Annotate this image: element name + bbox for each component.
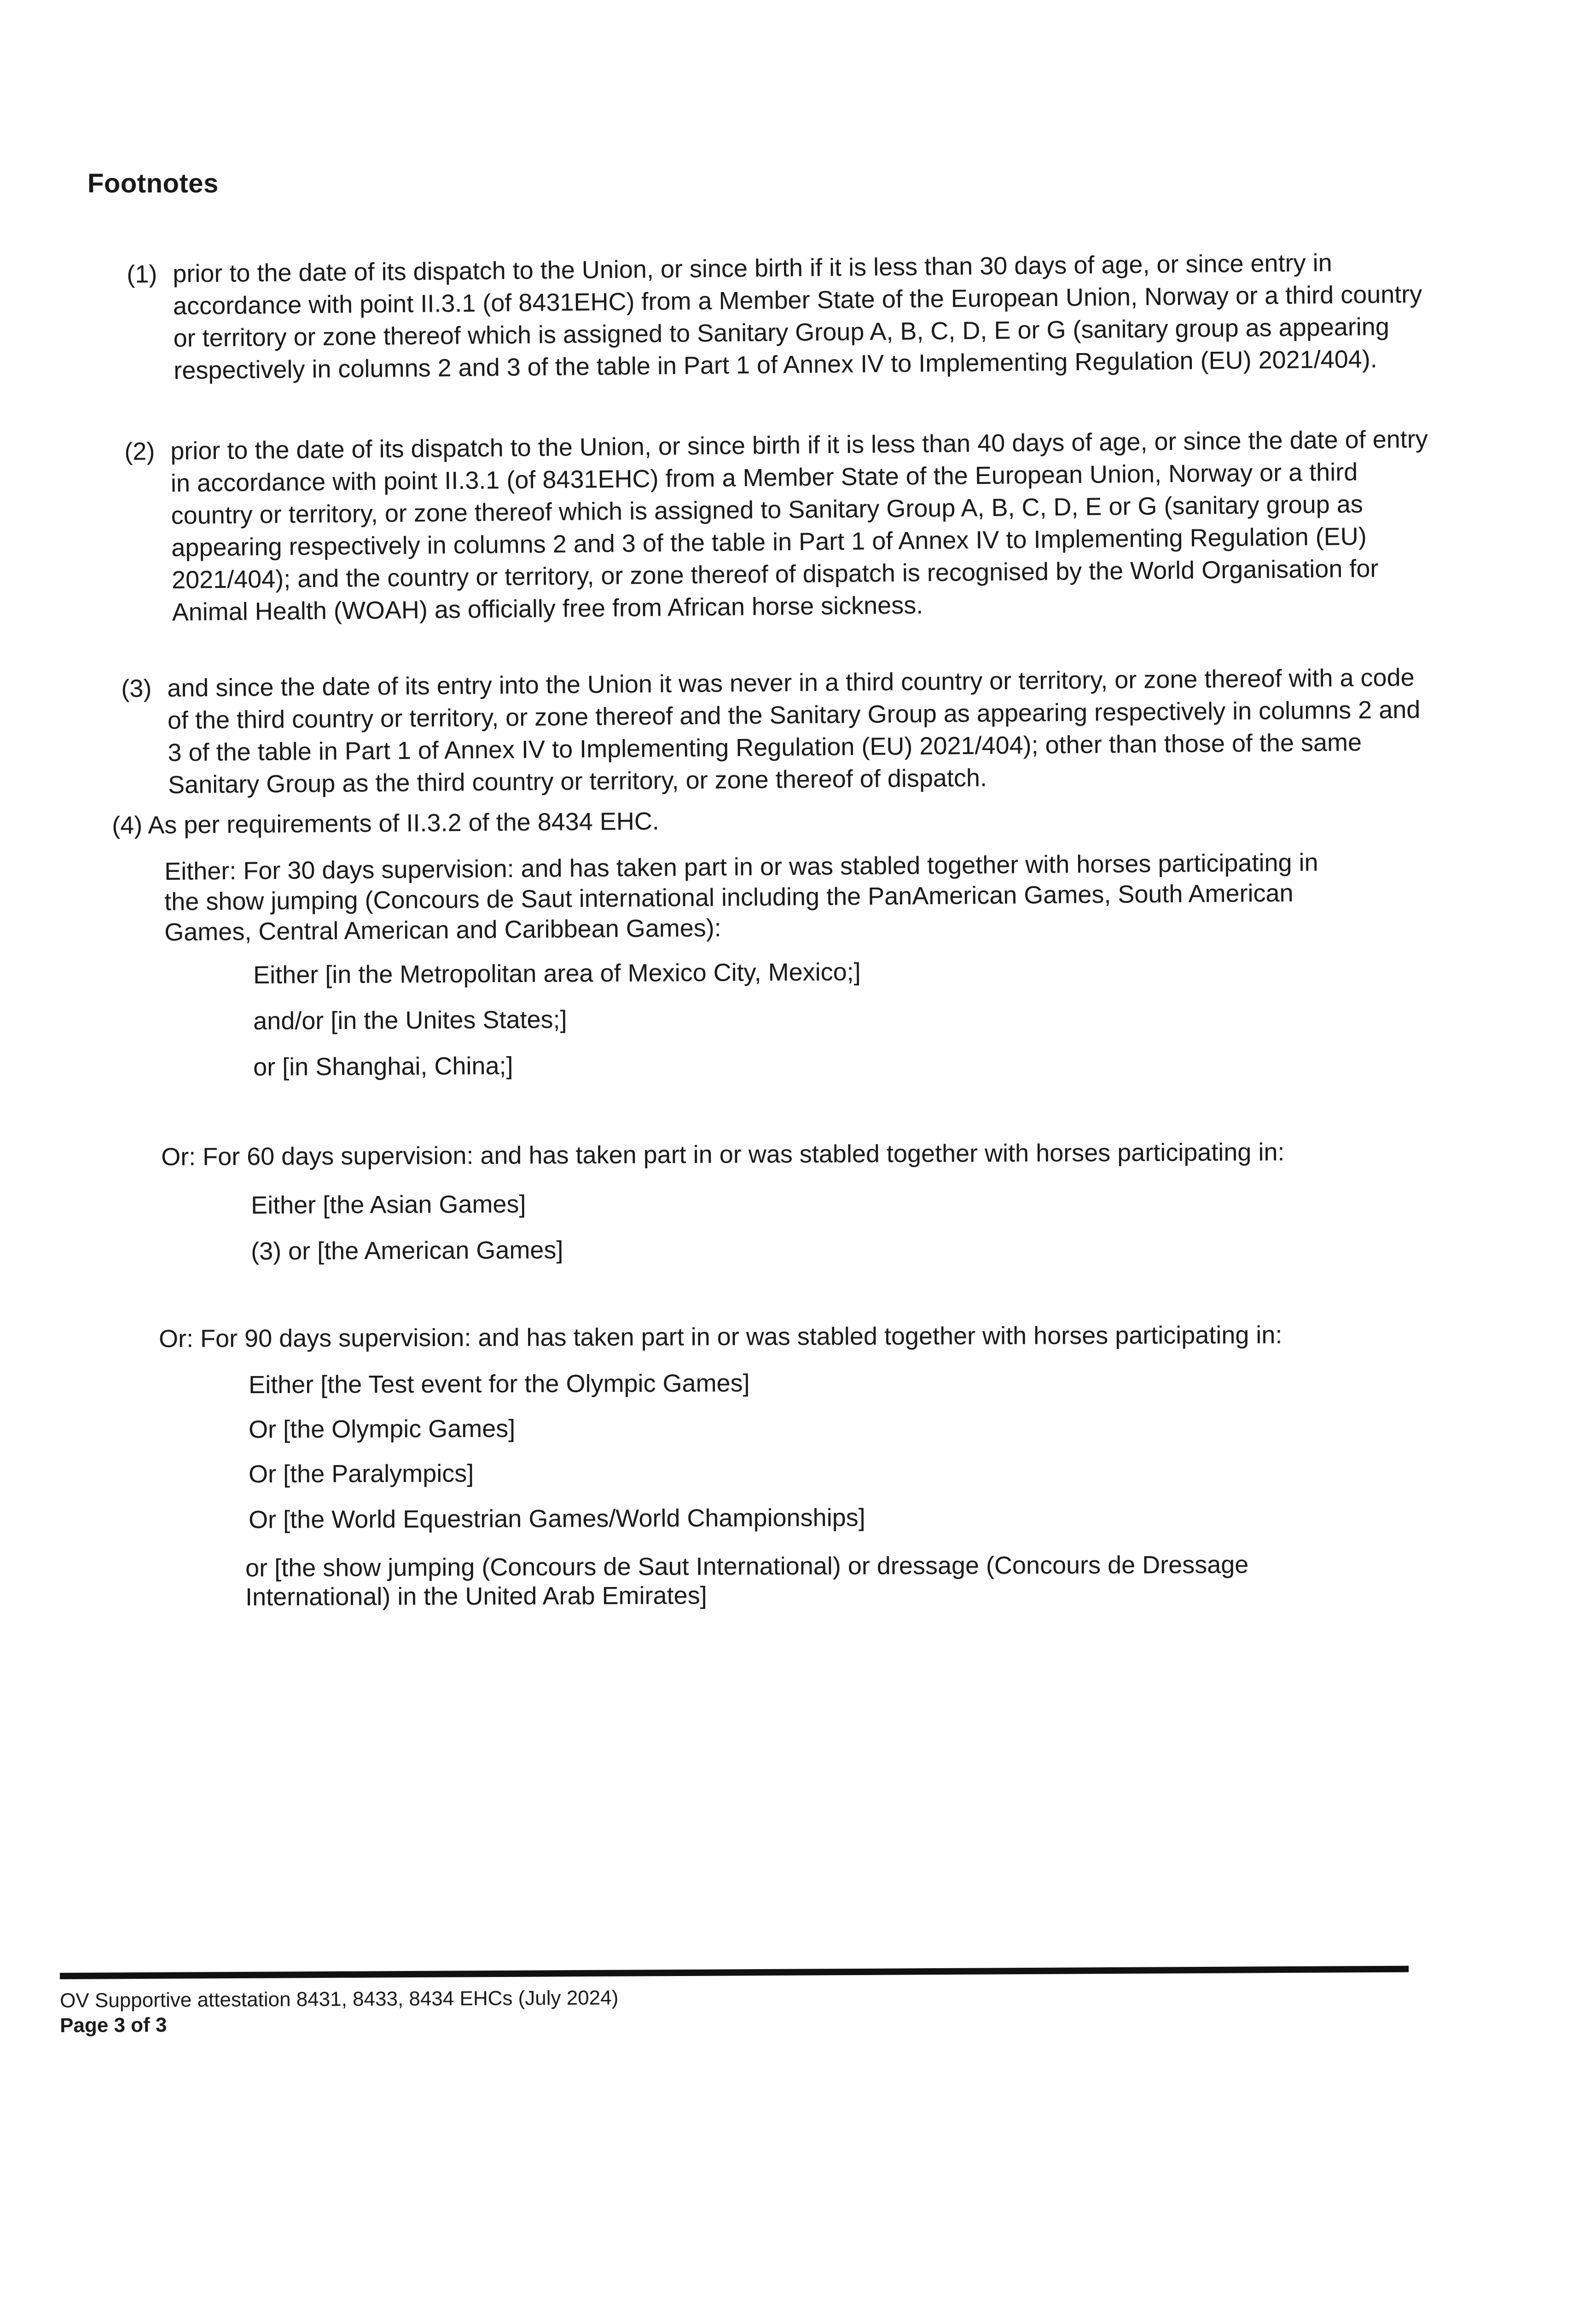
footnote-4-intro: (4) As per requirements of II.3.2 of the 8434 EHC. bbox=[112, 807, 660, 839]
option-90-days: Or: For 90 days supervision: and has taken part in or was stabled together with horses participating in: bbox=[159, 1321, 1283, 1353]
option-90-item-paralympics: Or [the Paralympics] bbox=[249, 1459, 474, 1488]
footnote-3-text: and since the date of its entry into the Union it was never in a third country or territory, or zone thereof with a code of the third country or territory, or zone thereof and the Sanitary Group as appearing respectively in columns 2 and 3 of the table in Part 1 of Annex IV to Implementing Regulation (EU) 2021/404); other than those of the same Sanitary Group as the third country or territory, or zone thereof of dispatch. bbox=[167, 663, 1421, 799]
footnote-3-number: (3) bbox=[121, 674, 152, 703]
option-30-item-united-states: and/or [in the Unites States;] bbox=[253, 1006, 567, 1035]
option-30-item-mexico: Either [in the Metropolitan area of Mexico City, Mexico;] bbox=[253, 958, 861, 989]
footnote-2-number: (2) bbox=[124, 437, 155, 465]
footer-page-number: Page 3 of 3 bbox=[60, 2013, 167, 2037]
footer-divider bbox=[60, 1966, 1409, 1979]
option-90-item-world-equestrian: Or [the World Equestrian Games/World Championships] bbox=[249, 1504, 865, 1534]
option-30-item-shanghai: or [in Shanghai, China;] bbox=[253, 1052, 513, 1081]
option-30-days-line-1: Either: For 30 days supervision: and has taken part in or was stabled together with horses participating in bbox=[164, 849, 1318, 885]
footnote-2 bbox=[124, 423, 1443, 628]
footnote-3 bbox=[121, 661, 1439, 801]
option-60-item-american-games: (3) or [the American Games] bbox=[251, 1236, 563, 1265]
footnotes-heading: Footnotes bbox=[87, 169, 219, 198]
footer-document-title: OV Supportive attestation 8431, 8433, 8434 EHCs (July 2024) bbox=[60, 1986, 619, 2012]
option-30-days-line-2: the show jumping (Concours de Saut international including the PanAmerican Games, South American bbox=[164, 879, 1294, 916]
option-90-item-test-event: Either [the Test event for the Olympic Games] bbox=[249, 1369, 750, 1399]
option-90-item-uae-line-1: or [the show jumping (Concours de Saut International) or dressage (Concours de Dressage bbox=[245, 1551, 1249, 1582]
footnote-1-number: (1) bbox=[127, 260, 157, 288]
footnote-1 bbox=[127, 246, 1445, 387]
option-90-item-olympic-games: Or [the Olympic Games] bbox=[249, 1414, 516, 1443]
footnote-1-text: prior to the date of its dispatch to the Union, or since birth if it is less than 30 days of age, or since entry in accordance with point II.3.1 (of 8431EHC) from a Member State of the European Union, Norway or a third country or territory or zone thereof which is assigned to Sanitary Group A, B, C, D, E or G (sanitary group as appearing respectively in columns 2 and 3 of the table in Part 1 of Annex IV to Implementing Regulation (EU) 2021/404). bbox=[173, 249, 1422, 384]
option-60-days: Or: For 60 days supervision: and has taken part in or was stabled together with horses participating in: bbox=[161, 1138, 1285, 1171]
footnote-2-text: prior to the date of its dispatch to the Union, or since birth if it is less than 40 days of age, or since the date of entry in accordance with point II.3.1 (of 8431EHC) from a Member State of the European Union, Norway or a third country or territory, or zone thereof which is assigned to Sanitary Group A, B, C, D, E or G (sanitary group as appearing respectively in columns 2 and 3 of the table in Part 1 of Annex IV to Implementing Regulation (EU) 2021/404); and the country or territory, or zone thereof of dispatch is recognised by the World Organisation for Animal Health (WOAH) as officially free from African horse sickness. bbox=[170, 425, 1428, 626]
option-60-item-asian-games: Either [the Asian Games] bbox=[251, 1190, 526, 1219]
option-90-item-uae-line-2: International) in the United Arab Emirates] bbox=[245, 1581, 707, 1611]
option-30-days-line-3: Games, Central American and Caribbean Games): bbox=[164, 914, 722, 946]
